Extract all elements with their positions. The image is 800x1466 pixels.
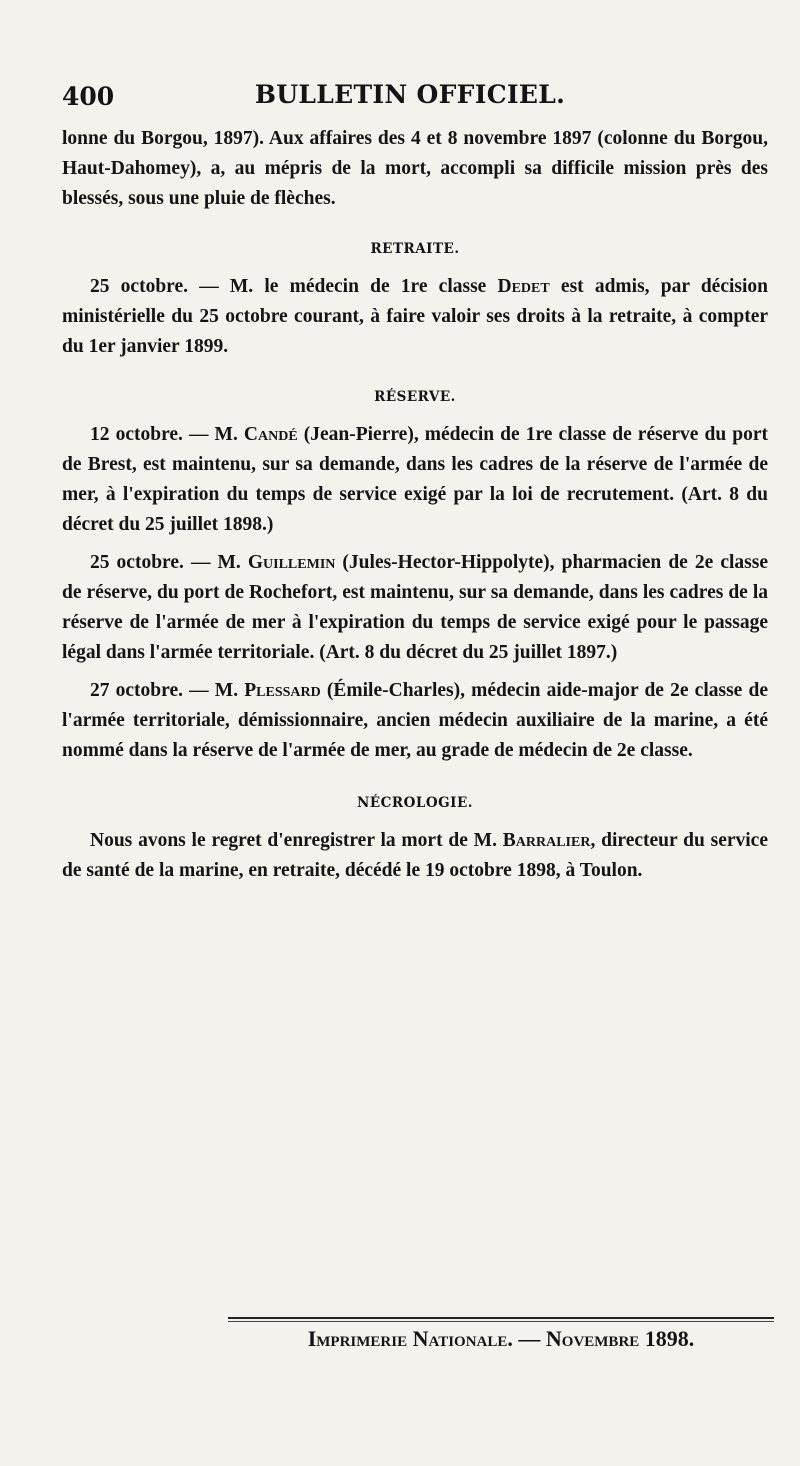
reserve-name: Candé	[243, 424, 298, 445]
necrologie-entry	[62, 826, 768, 886]
reserve-name: Guillemin	[247, 552, 336, 573]
retraite-text-b: est admis, par décision ministérielle du 25 octobre courant, à faire valoir ses droits à la retraite, à compter du 1er janvier 1899.	[62, 276, 768, 357]
running-title: BULLETIN OFFICIEL.	[254, 80, 566, 109]
section-title-necrologie: NÉCROLOGIE.	[357, 795, 473, 811]
reserve-lead: 12 octobre. — M.	[90, 424, 244, 445]
section-title-retraite: RETRAITE.	[370, 241, 460, 257]
opening-paragraph: lonne du Borgou, 1897). Aux affaires des 4 et 8 novembre 1897 (colonne du Borgou, Haut-Dahomey), a, au mépris de la mort, accompli sa difficile mission près des blessés, sous une pluie de flèches.	[62, 128, 768, 209]
reserve-text: (Jean-Pierre), médecin de 1re classe de réserve du port de Brest, est maintenu, sur sa demande, dans les cadres de la réserve de l'armée de mer, à l'expiration du temps de service exigé par la loi de recrutement. (Art. 8 du décret du 25 juillet 1898.)	[62, 424, 769, 535]
page-number: 400	[62, 82, 115, 111]
necrologie-name: Barralier	[502, 830, 591, 851]
reserve-text: (Jules-Hector-Hippolyte), pharmacien de 2e classe de réserve, du port de Rochefort, est maintenu, sur sa demande, dans les cadres de la réserve de l'armée de mer à l'expiration du temps de service exigé pour le passage légal dans l'armée territoriale. (Art. 8 du décret du 25 juillet 1897.)	[62, 552, 769, 663]
reserve-name: Plessard	[244, 680, 321, 701]
page-header	[62, 80, 758, 116]
body-text	[62, 124, 768, 886]
footer-rule	[228, 1317, 774, 1319]
necrologie-text: , directeur du service de santé de la marine, en retraite, décédé le 19 octobre 1898, à Toulon.	[62, 830, 768, 881]
reserve-lead: 27 octobre. — M.	[90, 680, 245, 701]
retraite-name: Dedet	[497, 276, 550, 297]
footer-rule-thin	[228, 1321, 774, 1322]
retraite-text-a: le médecin de 1re classe	[253, 276, 498, 297]
retraite-date: 25 octobre. — M.	[90, 276, 254, 297]
reserve-text: (Émile-Charles), médecin aide-major de 2e classe de l'armée territoriale, démissionnaire, ancien médecin auxiliaire de la marine, a été nommé dans la réserve de l'armée de mer, au grade de médecin de 2e classe.	[62, 680, 768, 761]
reserve-entry	[62, 676, 768, 766]
retraite-entry	[62, 272, 768, 362]
section-title-reserve: RÉSERVE.	[374, 389, 456, 405]
reserve-entry	[62, 420, 768, 540]
necrologie-lead: Nous avons le regret d'enregistrer la mort de M.	[90, 830, 503, 851]
reserve-lead: 25 octobre. — M.	[90, 552, 248, 573]
reserve-entry	[62, 548, 768, 668]
imprint-line	[228, 1326, 774, 1352]
imprint-text: Imprimerie Nationale. — Novembre 1898.	[307, 1326, 695, 1351]
